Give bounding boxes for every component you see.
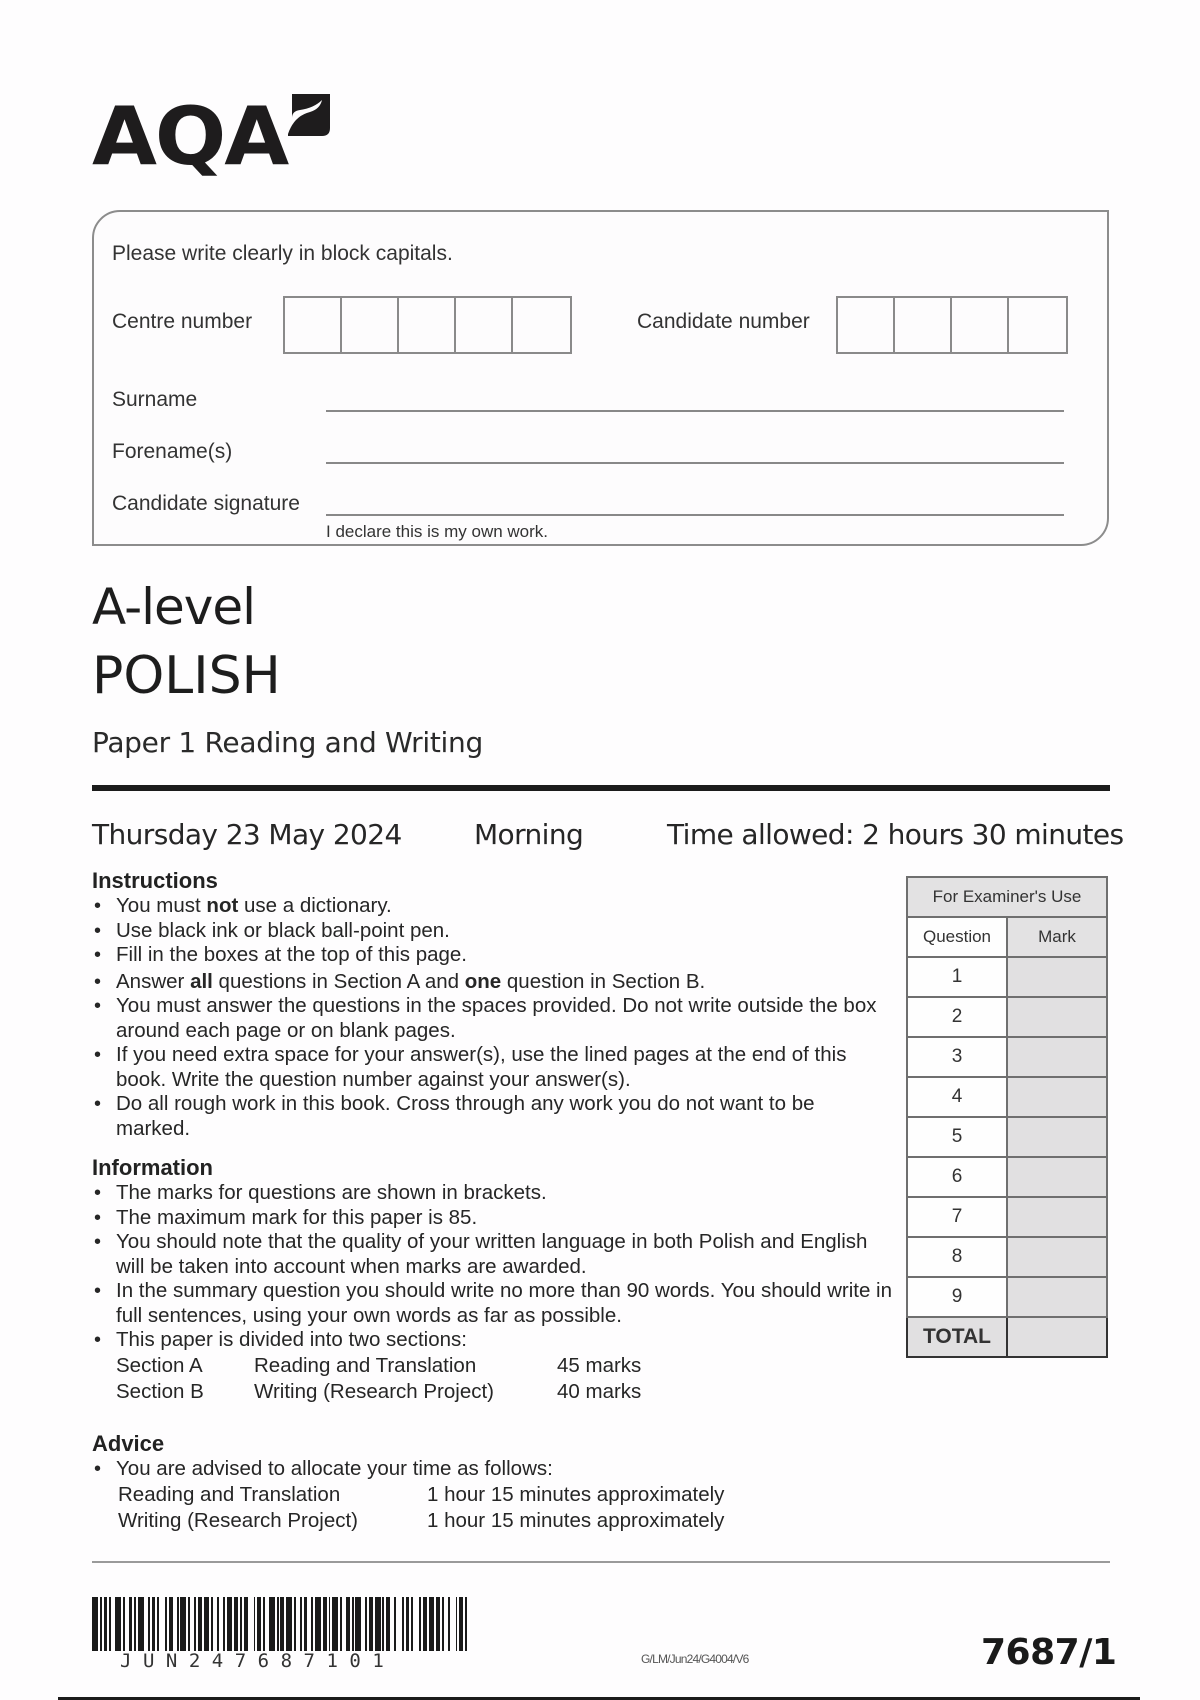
candidate-number-digit-1[interactable] [838, 298, 895, 352]
barcode [92, 1597, 474, 1651]
candidate-details-box [92, 210, 1109, 546]
instructions-list [92, 894, 892, 1141]
allocation-row [92, 1482, 912, 1508]
advice-list [92, 1457, 912, 1482]
qualification-level: A-level [92, 578, 256, 636]
surname-label: Surname [112, 388, 198, 411]
allocation-task: Reading and Translation [118, 1482, 341, 1506]
section-a-name: Section A [116, 1353, 203, 1377]
information-item: • You should note that the quality of your written language in both Polish and English will be taken into account when marks are awarded. [92, 1230, 872, 1279]
mark-cell[interactable] [1007, 1157, 1107, 1197]
candidate-number-digit-4[interactable] [1009, 298, 1066, 352]
instruction-item: • Do all rough work in this book. Cross through any work you do not want to be marked. [92, 1092, 832, 1141]
footer-divider [92, 1561, 1110, 1563]
question-number: 9 [907, 1277, 1007, 1317]
candidate-number-label: Candidate number [637, 310, 810, 333]
declaration-text: I declare this is my own work. [326, 522, 549, 541]
table-row [907, 1237, 1107, 1277]
allocation-time: 1 hour 15 minutes approximately [427, 1508, 725, 1532]
information-list [92, 1181, 912, 1353]
table-row [907, 1157, 1107, 1197]
instruction-item: • You must not use a dictionary. [92, 894, 892, 919]
paper-title: Paper 1 Reading and Writing [92, 726, 483, 759]
question-number: 3 [907, 1037, 1007, 1077]
table-row [907, 1077, 1107, 1117]
question-number: 1 [907, 957, 1007, 997]
table-row [907, 1277, 1107, 1317]
information-heading: Information [92, 1155, 213, 1180]
centre-number-digit-5[interactable] [513, 298, 570, 352]
instructions-section [92, 868, 892, 1141]
table-row [907, 1037, 1107, 1077]
section-a-marks: 45 marks [557, 1353, 642, 1377]
question-number: 7 [907, 1197, 1007, 1237]
subject-title: POLISH [92, 646, 281, 706]
instructions-heading: Instructions [92, 868, 218, 893]
information-item: • The marks for questions are shown in brackets. [92, 1181, 912, 1206]
mark-cell[interactable] [1007, 1237, 1107, 1277]
forenames-label: Forename(s) [112, 440, 233, 463]
examiner-table-title: For Examiner's Use [907, 877, 1107, 917]
mark-cell[interactable] [1007, 1117, 1107, 1157]
centre-number-label: Centre number [112, 310, 253, 333]
question-number: 8 [907, 1237, 1007, 1277]
centre-number-digit-3[interactable] [399, 298, 456, 352]
table-row [907, 997, 1107, 1037]
allocation-time: 1 hour 15 minutes approximately [427, 1482, 725, 1506]
allocation-task: Writing (Research Project) [118, 1508, 358, 1532]
table-row [907, 1117, 1107, 1157]
section-b-name: Section B [116, 1379, 204, 1403]
total-mark-cell[interactable] [1007, 1317, 1107, 1357]
advice-item: • You are advised to allocate your time as follows: [92, 1457, 912, 1482]
section-b-row [92, 1379, 912, 1405]
block-capitals-instruction: Please write clearly in block capitals. [112, 242, 453, 265]
mark-cell[interactable] [1007, 1037, 1107, 1077]
information-section [92, 1155, 912, 1405]
candidate-number-digit-3[interactable] [952, 298, 1009, 352]
candidate-number-digit-2[interactable] [895, 298, 952, 352]
total-label: TOTAL [907, 1317, 1007, 1357]
exam-session: Morning [474, 818, 584, 851]
mark-cell[interactable] [1007, 1277, 1107, 1317]
forenames-field[interactable] [326, 462, 1064, 464]
section-a-title: Reading and Translation [254, 1353, 477, 1377]
instruction-item: • Fill in the boxes at the top of this page. [92, 943, 892, 968]
barcode-text: JUN247687101 [120, 1650, 396, 1672]
table-row [907, 1197, 1107, 1237]
section-b-title: Writing (Research Project) [254, 1379, 494, 1403]
mark-column-header: Mark [1007, 917, 1107, 957]
instruction-item: • Use black ink or black ball-point pen. [92, 919, 892, 944]
question-column-header: Question [907, 917, 1007, 957]
question-number: 5 [907, 1117, 1007, 1157]
instruction-item: • Answer all questions in Section A and one question in Section B. [92, 970, 892, 995]
table-row [907, 957, 1107, 997]
information-item: • The maximum mark for this paper is 85. [92, 1206, 912, 1231]
aqa-logo [92, 92, 330, 182]
time-allowed: Time allowed: 2 hours 30 minutes [667, 818, 1124, 851]
centre-number-digit-2[interactable] [342, 298, 399, 352]
section-b-marks: 40 marks [557, 1379, 642, 1403]
centre-number-digit-1[interactable] [285, 298, 342, 352]
examiner-use-table [906, 876, 1108, 1358]
total-row [907, 1317, 1107, 1357]
mark-cell[interactable] [1007, 1197, 1107, 1237]
question-number: 4 [907, 1077, 1007, 1117]
question-number: 2 [907, 997, 1007, 1037]
header-divider [92, 785, 1110, 791]
surname-field[interactable] [326, 410, 1064, 412]
signature-field[interactable] [326, 514, 1064, 516]
instruction-item: • You must answer the questions in the spaces provided. Do not write outside the box around each page or on blank pages. [92, 994, 882, 1043]
advice-heading: Advice [92, 1431, 165, 1456]
paper-code: 7687/1 [981, 1632, 1117, 1673]
advice-section [92, 1431, 912, 1534]
aqa-leaf-icon [288, 94, 330, 136]
information-item: • This paper is divided into two sections: [92, 1328, 912, 1353]
candidate-number-input[interactable] [836, 296, 1068, 354]
question-number: 6 [907, 1157, 1007, 1197]
logo-text: AQA [92, 90, 288, 183]
section-a-row [92, 1353, 912, 1379]
mark-cell[interactable] [1007, 997, 1107, 1037]
mark-cell[interactable] [1007, 957, 1107, 997]
mark-cell[interactable] [1007, 1077, 1107, 1117]
exam-date: Thursday 23 May 2024 [92, 818, 402, 851]
reference-code: G/LM/Jun24/G4004/V6 [641, 1652, 749, 1666]
allocation-row [92, 1508, 912, 1534]
centre-number-digit-4[interactable] [456, 298, 513, 352]
signature-label: Candidate signature [112, 492, 300, 515]
centre-number-input[interactable] [283, 296, 572, 354]
instruction-item: • If you need extra space for your answer(s), use the lined pages at the end of this book. Write the question number against your answer(s). [92, 1043, 882, 1092]
information-item: • In the summary question you should write no more than 90 words. You should write in full sentences, using your own words as far as possible. [92, 1279, 912, 1328]
